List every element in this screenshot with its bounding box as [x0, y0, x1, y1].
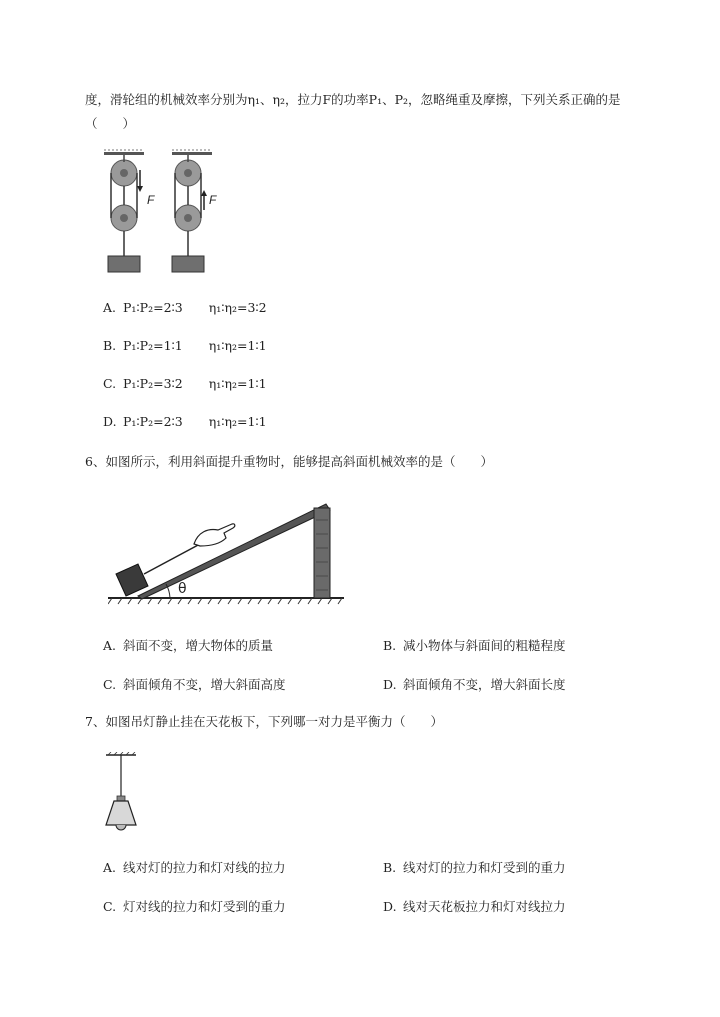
option-efficiency-ratio: η₁∶η₂=1∶1 — [208, 414, 267, 429]
pulley-figure — [100, 148, 220, 274]
q5-option-a[interactable] — [103, 300, 267, 315]
q5-stem-line1: 度，滑轮组的机械效率分别为η₁、η₂，拉力F的功率P₁、P₂，忽略绳重及摩擦，下列关系正确的是 — [85, 92, 621, 107]
option-letter: B. — [383, 638, 397, 653]
option-text: 减小物体与斜面间的粗糙程度 — [403, 638, 566, 653]
option-letter: C. — [103, 899, 117, 914]
option-text: 斜面不变，增大物体的质量 — [123, 638, 274, 653]
option-power-ratio: P₁∶P₂=2∶3 — [123, 300, 183, 315]
q7-option-c[interactable] — [103, 897, 286, 915]
option-letter: D. — [103, 414, 117, 429]
pulley-system-right — [172, 150, 212, 272]
q6-option-d[interactable] — [383, 675, 566, 693]
q7-option-a[interactable] — [103, 858, 286, 876]
option-text: 线对天花板拉力和灯对线拉力 — [403, 899, 566, 914]
q7-option-d[interactable] — [383, 897, 566, 915]
q6-option-c[interactable] — [103, 675, 286, 693]
force-label-right: F — [209, 193, 217, 207]
option-text: 线对灯的拉力和灯对线的拉力 — [123, 860, 286, 875]
option-efficiency-ratio: η₁∶η₂=1∶1 — [208, 338, 267, 353]
option-power-ratio: P₁∶P₂=2∶3 — [123, 414, 183, 429]
q7-stem: 7、如图吊灯静止挂在天花板下，下列哪一对力是平衡力（ ） — [85, 714, 443, 729]
option-letter: D. — [383, 677, 397, 692]
option-power-ratio: P₁∶P₂=3∶2 — [123, 376, 183, 391]
q6-option-a[interactable] — [103, 636, 273, 654]
option-letter: A. — [103, 638, 117, 653]
force-label-left: F — [147, 193, 155, 207]
option-efficiency-ratio: η₁∶η₂=3∶2 — [208, 300, 267, 315]
option-letter: A. — [103, 300, 117, 315]
option-letter: C. — [103, 376, 117, 391]
option-efficiency-ratio: η₁∶η₂=1∶1 — [208, 376, 267, 391]
option-letter: C. — [103, 677, 117, 692]
option-letter: A. — [103, 860, 117, 875]
q6-stem: 6、如图所示，利用斜面提升重物时，能够提高斜面机械效率的是（ ） — [85, 454, 493, 469]
option-letter: D. — [383, 899, 397, 914]
q5-option-c[interactable] — [103, 376, 267, 391]
option-letter: B. — [383, 860, 397, 875]
q5-option-b[interactable] — [103, 338, 267, 353]
option-text: 斜面倾角不变，增大斜面高度 — [123, 677, 286, 692]
q5-stem-line2: （ ） — [85, 116, 136, 131]
option-power-ratio: P₁∶P₂=1∶1 — [123, 338, 183, 353]
q5-option-d[interactable] — [103, 414, 267, 429]
pulley-system-left — [104, 150, 144, 272]
angle-label: θ — [178, 581, 187, 597]
option-letter: B. — [103, 338, 117, 353]
option-text: 线对灯的拉力和灯受到的重力 — [403, 860, 566, 875]
q7-option-b[interactable] — [383, 858, 566, 876]
lamp-figure — [100, 752, 144, 836]
q6-option-b[interactable] — [383, 636, 566, 654]
incline-figure — [108, 500, 348, 610]
option-text: 灯对线的拉力和灯受到的重力 — [123, 899, 286, 914]
option-text: 斜面倾角不变，增大斜面长度 — [403, 677, 566, 692]
